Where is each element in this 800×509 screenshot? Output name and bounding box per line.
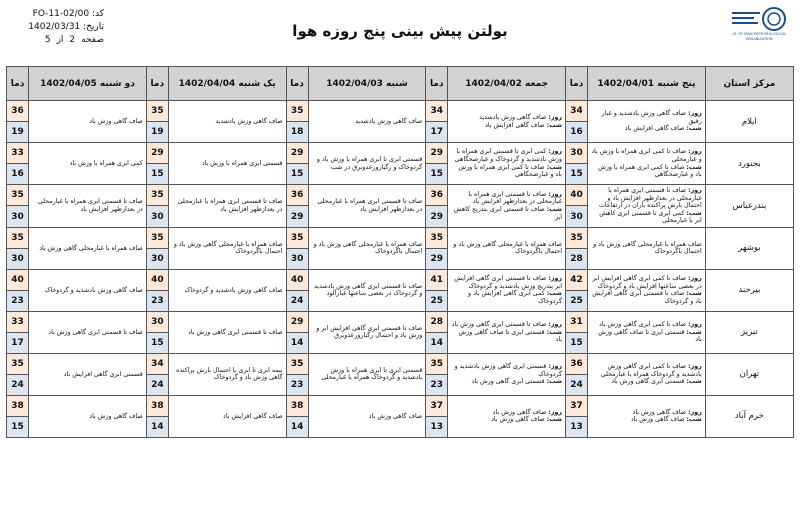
- day-forecast: [312, 283, 423, 298]
- day-forecast: [32, 413, 143, 421]
- forecast-cell: [29, 395, 147, 437]
- night-text: قسمتی ابری گاهی وزش باد: [471, 378, 545, 386]
- night-text: صاف گاهی وزش باد: [630, 416, 685, 424]
- day-forecast: [591, 241, 702, 256]
- day-forecast: [591, 148, 702, 163]
- night-label: شب:: [546, 121, 563, 129]
- day-forecast: [451, 275, 562, 290]
- day-text: صاف گاهی افزایش باد: [223, 412, 283, 420]
- temp-max: 40: [286, 269, 308, 290]
- forecast-cell: [168, 101, 286, 143]
- temp-min: 23: [146, 290, 168, 311]
- table-row: [7, 269, 794, 290]
- temp-min: 24: [146, 374, 168, 395]
- day-forecast: [451, 321, 562, 329]
- forecast-cell: [29, 227, 147, 269]
- forecast-cell: [168, 353, 286, 395]
- table-row: [7, 101, 794, 122]
- temp-max: 35: [146, 227, 168, 248]
- day-forecast: [312, 241, 423, 256]
- temp-max: 38: [146, 395, 168, 416]
- temp-min: 15: [566, 164, 588, 185]
- temp-min: 15: [426, 164, 448, 185]
- temp-max: 35: [7, 353, 29, 374]
- temp-min: 23: [7, 290, 29, 311]
- day-text: قسمتی ابری گاهی وزش بادشدید و گردوخاک: [454, 363, 563, 378]
- forecast-cell: [588, 353, 706, 395]
- temp-max: 29: [426, 143, 448, 164]
- temp-max: 40: [566, 185, 588, 206]
- forecast-cell: [588, 311, 706, 353]
- forecast-table: [6, 66, 794, 438]
- day-forecast: [312, 325, 423, 340]
- day-forecast: [32, 160, 143, 168]
- temp-min: 28: [566, 248, 588, 269]
- day-text: صاف همراه با غبارمحلی گاهی وزش باد و احتمال باگردوخاک: [453, 240, 563, 256]
- header-city: مرکز استان: [705, 67, 793, 101]
- city-name: بندرعباس: [705, 185, 793, 228]
- temp-min: 13: [566, 416, 588, 437]
- day-text: صاف همراه با غبارمحلی گاهی وزش باد و احتمال باگردوخاک: [593, 240, 702, 256]
- day-label: روز:: [688, 148, 702, 156]
- forecast-cell: [168, 227, 286, 269]
- day-forecast: [32, 371, 143, 379]
- night-label: شب:: [546, 416, 563, 424]
- temp-min: 23: [286, 374, 308, 395]
- day-text: صاف گاهی وزش بادشدید: [479, 113, 547, 121]
- night-text: قسمتی ابری تا صاف گاهی وزش باد: [598, 328, 702, 344]
- table-body: [7, 101, 794, 438]
- city-name: تبریز: [705, 311, 793, 353]
- temp-min: 30: [146, 206, 168, 227]
- forecast-cell: [448, 395, 566, 437]
- day-text: صاف تا قسمتی ابری همراه با غبارمحلی در بعدازظهر افزایش باد: [317, 198, 423, 213]
- temp-min: 25: [426, 290, 448, 311]
- temp-max: 36: [286, 185, 308, 206]
- day-label: روز:: [688, 275, 702, 283]
- logo-text: I.R. OF IRAN METEOROLOGICAL ORGANIZATION: [731, 32, 787, 41]
- night-forecast: [591, 290, 702, 305]
- day-label: روز:: [688, 408, 702, 416]
- day-text: صاف تا قسمتی ابری گاهی وزش باد: [188, 328, 283, 336]
- day-label: روز:: [548, 363, 563, 371]
- temp-max: 35: [566, 227, 588, 248]
- day-text: صاف گاهی وزش بادشدید و گردوخاک: [184, 286, 283, 294]
- night-text: صاف تا قسمتی ابری بتدریج کاهش ابر: [453, 205, 563, 221]
- day-text: قسمتی ابری تا ابری همراه با وزش بادشدید و گردوخاک همراه با غبارمحلی: [321, 366, 423, 382]
- code-label: کد:: [91, 9, 104, 19]
- night-text: قسمتی ابری گاهی وزش باد: [611, 378, 685, 386]
- temp-min: 30: [7, 206, 29, 227]
- day-text: کمی ابری تا قسمتی ابری همراه با وزش بادشدید و گردوخاک و غبارصحگاهی: [454, 148, 563, 163]
- page-of: از: [56, 35, 64, 45]
- day-forecast: [32, 287, 143, 295]
- night-text: صاف گاهی وزش باد: [491, 416, 545, 424]
- temp-min: 25: [566, 290, 588, 311]
- temp-min: 14: [146, 416, 168, 437]
- day-text: صاف گاهی وزش باد: [89, 412, 143, 420]
- day-text: صاف تا قسمتی ابری گاهی وزش باد: [48, 328, 143, 336]
- night-text: صاف گاهی افزایش باد: [624, 125, 685, 133]
- code-value: FO-11-02/00: [32, 9, 90, 19]
- forecast-cell: [29, 269, 147, 311]
- forecast-cell: [29, 143, 147, 185]
- night-forecast: [591, 164, 702, 179]
- night-forecast: [451, 378, 562, 386]
- day-text: صاف تا قسمتی ابری گاهی وزش بادشدید و گردوخاک در بعضی ساعتها غبارآلود: [314, 282, 423, 298]
- forecast-cell: [448, 185, 566, 228]
- night-text: صاف گاهی افزایش باد: [485, 121, 545, 129]
- table-row: [7, 395, 794, 416]
- table-row: [7, 353, 794, 374]
- city-name: بیرجند: [705, 269, 793, 311]
- city-name: بوشهر: [705, 227, 793, 269]
- temp-max: 35: [146, 101, 168, 122]
- temp-max: 40: [7, 269, 29, 290]
- forecast-cell: [588, 185, 706, 228]
- night-label: شب:: [546, 328, 563, 336]
- temp-max: 40: [146, 269, 168, 290]
- day-text: صاف تا کمی ابری گاهی وزش بادشدید و گردوخاک همراه با غبارمحلی: [600, 363, 702, 378]
- night-forecast: [591, 125, 702, 133]
- day-forecast: [451, 241, 562, 256]
- temp-min: 29: [426, 248, 448, 269]
- header-temp: دما: [146, 67, 168, 101]
- day-text: صاف تا قسمتی ابری گاهی افزایش ابر و وزش باد و احتمال رگبارورعدوبرق: [316, 324, 423, 340]
- day-text: قسمتی ابری تا ابری همراه با وزش باد و گردوخاک و رگبارورعدوبرق در شب: [316, 155, 423, 171]
- temp-max: 30: [146, 311, 168, 332]
- night-label: شب:: [686, 209, 702, 217]
- night-forecast: [591, 210, 702, 225]
- day-text: صاف تا قسمتی ابری گاهی افزایش ابر بتدریج وزش بادشدید و گردوخاک: [454, 275, 563, 290]
- temp-max: 35: [426, 353, 448, 374]
- day-forecast: [591, 275, 702, 290]
- temp-min: 13: [426, 416, 448, 437]
- temp-max: 29: [286, 143, 308, 164]
- temp-min: 30: [7, 248, 29, 269]
- day-label: روز:: [548, 408, 563, 416]
- header-day: پنج شنبه 1402/04/01: [588, 67, 706, 101]
- day-forecast: [312, 413, 423, 421]
- day-forecast: [451, 191, 562, 206]
- forecast-cell: [168, 395, 286, 437]
- forecast-cell: [308, 227, 426, 269]
- temp-min: 24: [566, 374, 588, 395]
- temp-min: 29: [286, 206, 308, 227]
- temp-max: 36: [426, 185, 448, 206]
- date-label: تاریخ:: [83, 22, 104, 32]
- temp-min: 15: [286, 164, 308, 185]
- day-text: کمی ابری همراه با وزش باد: [69, 159, 143, 167]
- temp-max: 35: [286, 353, 308, 374]
- temp-max: 29: [146, 143, 168, 164]
- header-temp: دما: [286, 67, 308, 101]
- temp-max: 35: [286, 101, 308, 122]
- day-text: صاف گاهی وزش بادشدید و غبار رقیق: [601, 110, 702, 125]
- temp-max: 34: [566, 101, 588, 122]
- night-label: شب:: [686, 163, 702, 171]
- forecast-cell: [448, 227, 566, 269]
- day-text: قسمتی ابری گاهی افزایش باد: [63, 370, 143, 378]
- temp-max: 29: [286, 311, 308, 332]
- temp-min: 19: [146, 122, 168, 143]
- forecast-cell: [448, 269, 566, 311]
- day-forecast: [451, 114, 562, 122]
- day-text: صاف همراه با غبارمحلی گاهی وزش باد و احتمال باگردوخاک: [173, 240, 283, 256]
- day-text: صاف گاهی وزش باد: [368, 412, 423, 420]
- forecast-cell: [308, 311, 426, 353]
- header-temp: دما: [566, 67, 588, 101]
- day-text: صاف گاهی وزش بادشدید: [215, 117, 283, 125]
- day-text: صاف گاهی وزش بادشدید و گردوخاک: [44, 286, 143, 294]
- day-text: صاف تا کمی ابری گاهی افزایش ابر در بعضی ساعتها افزایش باد و گردوخاک: [592, 275, 702, 290]
- day-forecast: [591, 110, 702, 125]
- night-label: شب:: [546, 378, 563, 386]
- temp-min: 24: [286, 290, 308, 311]
- forecast-cell: [29, 353, 147, 395]
- temp-max: 31: [566, 311, 588, 332]
- forecast-cell: [588, 269, 706, 311]
- day-text: صاف تا قسمتی ابری همراه با غبارمحلی در بعدازظهر افزایش باد: [37, 198, 143, 213]
- night-text: صاف تا کمی ابری همراه با وزش باد و غبارصحگاهی: [598, 163, 702, 179]
- night-forecast: [591, 378, 702, 386]
- forecast-cell: [308, 185, 426, 228]
- forecast-cell: [448, 143, 566, 185]
- day-label: روز:: [548, 275, 563, 283]
- temp-min: 15: [566, 332, 588, 353]
- day-forecast: [312, 198, 423, 213]
- temp-min: 19: [7, 122, 29, 143]
- day-forecast: [172, 198, 283, 213]
- night-label: شب:: [546, 205, 563, 213]
- day-label: روز:: [688, 363, 702, 371]
- temp-max: 36: [7, 101, 29, 122]
- forecast-cell: [448, 311, 566, 353]
- day-forecast: [32, 118, 143, 126]
- forecast-cell: [168, 311, 286, 353]
- day-forecast: [32, 198, 143, 213]
- forecast-cell: [588, 227, 706, 269]
- forecast-cell: [588, 101, 706, 143]
- day-text: صاف گاهی وزش باد: [89, 117, 143, 125]
- day-forecast: [591, 321, 702, 329]
- forecast-cell: [29, 311, 147, 353]
- temp-max: 36: [566, 353, 588, 374]
- night-label: شب:: [686, 328, 702, 336]
- temp-min: 14: [286, 416, 308, 437]
- temp-min: 24: [7, 374, 29, 395]
- night-forecast: [451, 290, 562, 305]
- temp-min: 23: [426, 374, 448, 395]
- forecast-cell: [308, 395, 426, 437]
- day-forecast: [32, 329, 143, 337]
- day-forecast: [451, 148, 562, 163]
- table-row: [7, 227, 794, 248]
- temp-max: 38: [7, 395, 29, 416]
- meteorology-org-logo: [724, 4, 794, 46]
- night-label: شب:: [686, 125, 702, 133]
- temp-min: 15: [7, 416, 29, 437]
- page-title: بولتن پیش بینی پنج روزه هوا: [292, 22, 508, 40]
- day-forecast: [172, 413, 283, 421]
- day-text: صاف تا قسمتی ابری همراه با غبارمحلی در بعدازظهر افزایش باد: [468, 190, 563, 206]
- forecast-cell: [29, 101, 147, 143]
- night-text: قسمتی ابری تا صاف گاهی وزش باد: [458, 328, 563, 344]
- header-day: یک شنبه 1402/04/04: [168, 67, 286, 101]
- temp-min: 30: [286, 248, 308, 269]
- header-day: جمعه 1402/04/02: [448, 67, 566, 101]
- day-forecast: [451, 363, 562, 378]
- day-text: صاف همراه با غبارمحلی گاهی وزش باد: [39, 244, 143, 252]
- day-forecast: [591, 187, 702, 210]
- night-text: کمی ابری گاهی افزایش باد و گردوخاک: [468, 290, 563, 306]
- temp-min: 16: [566, 122, 588, 143]
- day-text: صاف گاهی وزش بادشدید: [355, 117, 423, 125]
- day-forecast: [172, 329, 283, 337]
- day-label: روز:: [548, 321, 563, 329]
- forecast-cell: [588, 395, 706, 437]
- day-forecast: [172, 287, 283, 295]
- day-forecast: [591, 363, 702, 378]
- night-forecast: [591, 416, 702, 424]
- temp-max: 33: [7, 311, 29, 332]
- day-forecast: [172, 118, 283, 126]
- forecast-cell: [168, 269, 286, 311]
- day-forecast: [312, 156, 423, 171]
- night-label: شب:: [546, 290, 563, 298]
- header-day: شنبه 1402/04/03: [308, 67, 426, 101]
- temp-max: 34: [426, 101, 448, 122]
- night-label: شب:: [686, 290, 702, 298]
- day-text: صاف تا قسمتی ابری گاهی وزش باد: [451, 321, 547, 329]
- night-text: کمی ابری تا قسمتی ابری کاهش ابر با غبارمحلی: [599, 209, 702, 225]
- date-value: 1402/03/31: [28, 22, 81, 32]
- day-text: قسمتی ابری همراه با وزش باد: [201, 159, 283, 167]
- temp-min: 15: [146, 332, 168, 353]
- day-forecast: [32, 245, 143, 253]
- temp-min: 15: [146, 164, 168, 185]
- city-name: بجنورد: [705, 143, 793, 185]
- day-text: صاف تا کمی ابری گاهی وزش باد: [599, 321, 687, 329]
- page-number: 2: [69, 35, 76, 45]
- temp-max: 37: [566, 395, 588, 416]
- forecast-cell: [308, 353, 426, 395]
- day-forecast: [172, 241, 283, 256]
- temp-min: 17: [7, 332, 29, 353]
- temp-max: 37: [426, 395, 448, 416]
- temp-min: 30: [566, 206, 588, 227]
- header-temp: دما: [7, 67, 29, 101]
- temp-max: 35: [7, 227, 29, 248]
- day-label: روز:: [548, 190, 563, 198]
- temp-min: 16: [7, 164, 29, 185]
- temp-max: 35: [7, 185, 29, 206]
- night-forecast: [451, 416, 562, 424]
- day-text: نیمه ابری تا ابری با احتمال بارش پراکنده گاهی وزش باد و گردوخاک: [176, 366, 283, 382]
- day-text: صاف تا قسمتی ابری همراه با غبارمحلی در بعدازظهر افزایش باد: [177, 198, 283, 213]
- temp-min: 14: [286, 332, 308, 353]
- header-day: دو شنبه 1402/04/05: [29, 67, 147, 101]
- logo-icon: [728, 6, 790, 32]
- header-temp: دما: [426, 67, 448, 101]
- forecast-cell: [448, 101, 566, 143]
- temp-max: 30: [566, 143, 588, 164]
- temp-min: 14: [426, 332, 448, 353]
- night-label: شب:: [686, 378, 702, 386]
- city-name: خرم آباد: [705, 395, 793, 437]
- day-forecast: [312, 367, 423, 382]
- temp-max: 33: [7, 143, 29, 164]
- day-forecast: [312, 118, 423, 126]
- night-text: صاف تا قسمتی ابری گاهی افزایش باد و گردوخاک: [592, 290, 702, 306]
- city-name: ایلام: [705, 101, 793, 143]
- night-label: شب:: [546, 163, 563, 171]
- night-text: صاف تا کمی ابری همراه با وزش باد و غبارصحگاهی: [458, 163, 563, 179]
- day-text: صاف گاهی وزش باد: [492, 408, 547, 416]
- forecast-cell: [588, 143, 706, 185]
- page-label: صفحه: [81, 35, 104, 45]
- temp-min: 29: [426, 206, 448, 227]
- temp-max: 38: [286, 395, 308, 416]
- day-forecast: [172, 367, 283, 382]
- city-name: تهران: [705, 353, 793, 395]
- forecast-cell: [308, 143, 426, 185]
- day-text: صاف گاهی وزش باد: [632, 408, 687, 416]
- night-forecast: [451, 329, 562, 344]
- night-label: شب:: [686, 416, 702, 424]
- day-forecast: [172, 160, 283, 168]
- page-total: 5: [44, 35, 51, 45]
- night-forecast: [451, 164, 562, 179]
- day-label: روز:: [548, 148, 563, 156]
- forecast-cell: [168, 143, 286, 185]
- temp-max: 28: [426, 311, 448, 332]
- forecast-cell: [168, 185, 286, 228]
- day-text: صاف تا قسمتی ابری همراه با غبارمحلی در بعدازظهر افزایش باد و احتمال بارش پراکنده باران در ارتفاعات: [599, 187, 702, 210]
- table-row: [7, 185, 794, 206]
- temp-max: 35: [146, 185, 168, 206]
- night-forecast: [451, 122, 562, 130]
- temp-max: 35: [426, 227, 448, 248]
- night-forecast: [591, 329, 702, 344]
- table-row: [7, 311, 794, 332]
- day-label: روز:: [688, 187, 702, 194]
- day-label: روز:: [688, 321, 702, 329]
- forecast-cell: [308, 269, 426, 311]
- table-row: [7, 143, 794, 164]
- table-header-row: [7, 67, 794, 101]
- temp-min: 30: [146, 248, 168, 269]
- day-text: صاف همراه با غبارمحلی گاهی وزش باد و احتمال باگردوخاک: [313, 240, 423, 256]
- temp-min: 18: [286, 122, 308, 143]
- temp-min: 17: [426, 122, 448, 143]
- day-label: روز:: [548, 113, 563, 121]
- night-forecast: [451, 206, 562, 221]
- temp-max: 42: [566, 269, 588, 290]
- temp-max: 34: [146, 353, 168, 374]
- forecast-cell: [29, 185, 147, 228]
- forecast-cell: [448, 353, 566, 395]
- temp-max: 35: [286, 227, 308, 248]
- forecast-cell: [308, 101, 426, 143]
- day-text: صاف تا کمی ابری همراه با وزش باد و غبارمحلی: [591, 148, 702, 163]
- day-label: روز:: [688, 110, 702, 118]
- temp-max: 41: [426, 269, 448, 290]
